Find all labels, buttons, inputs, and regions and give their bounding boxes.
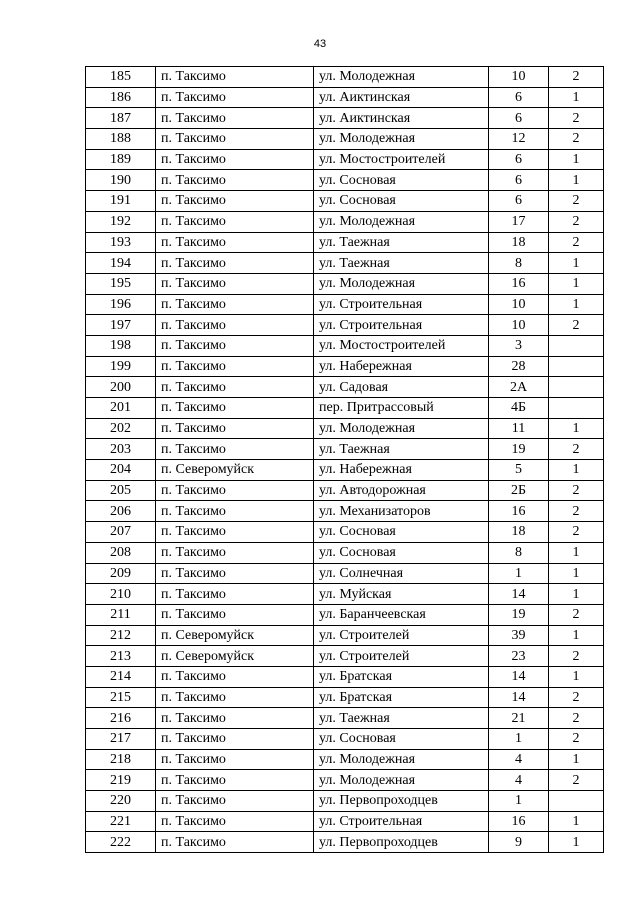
settlement-cell: п. Таксимо (156, 149, 314, 170)
settlement-cell: п. Таксимо (156, 170, 314, 191)
street-cell: пер. Притрассовый (314, 398, 489, 419)
house-number-cell: 4 (489, 749, 549, 770)
house-number-cell: 5 (489, 460, 549, 481)
table-row (86, 356, 604, 377)
table-row (86, 501, 604, 522)
settlement-cell: п. Таксимо (156, 398, 314, 419)
table-row (86, 791, 604, 812)
house-number-cell: 10 (489, 315, 549, 336)
settlement-cell: п. Таксимо (156, 294, 314, 315)
street-cell: ул. Механизаторов (314, 501, 489, 522)
row-number-cell: 206 (86, 501, 156, 522)
street-cell: ул. Молодежная (314, 749, 489, 770)
settlement-cell: п. Таксимо (156, 687, 314, 708)
flat-number-cell: 1 (549, 811, 604, 832)
table-row (86, 211, 604, 232)
row-number-cell: 197 (86, 315, 156, 336)
street-cell: ул. Набережная (314, 356, 489, 377)
street-cell: ул. Мостостроителей (314, 335, 489, 356)
street-cell: ул. Сосновая (314, 191, 489, 212)
house-number-cell: 18 (489, 522, 549, 543)
row-number-cell: 216 (86, 708, 156, 729)
street-cell: ул. Таежная (314, 253, 489, 274)
street-cell: ул. Строительная (314, 294, 489, 315)
house-number-cell: 23 (489, 646, 549, 667)
row-number-cell: 195 (86, 273, 156, 294)
row-number-cell: 200 (86, 377, 156, 398)
house-number-cell: 2А (489, 377, 549, 398)
settlement-cell: п. Таксимо (156, 67, 314, 88)
house-number-cell: 16 (489, 273, 549, 294)
settlement-cell: п. Таксимо (156, 480, 314, 501)
house-number-cell: 6 (489, 170, 549, 191)
table-row (86, 377, 604, 398)
table-row (86, 439, 604, 460)
flat-number-cell (549, 377, 604, 398)
table-row (86, 232, 604, 253)
street-cell: ул. Сосновая (314, 522, 489, 543)
settlement-cell: п. Таксимо (156, 253, 314, 274)
settlement-cell: п. Таксимо (156, 729, 314, 750)
house-number-cell: 8 (489, 542, 549, 563)
flat-number-cell: 1 (549, 253, 604, 274)
street-cell: ул. Строительная (314, 811, 489, 832)
house-number-cell: 10 (489, 67, 549, 88)
settlement-cell: п. Таксимо (156, 211, 314, 232)
table-row (86, 129, 604, 150)
flat-number-cell: 2 (549, 708, 604, 729)
house-number-cell: 6 (489, 108, 549, 129)
flat-number-cell (549, 791, 604, 812)
house-number-cell: 8 (489, 253, 549, 274)
row-number-cell: 204 (86, 460, 156, 481)
flat-number-cell: 2 (549, 646, 604, 667)
table-row (86, 335, 604, 356)
house-number-cell: 9 (489, 832, 549, 853)
address-table-body (86, 67, 604, 853)
flat-number-cell: 2 (549, 480, 604, 501)
house-number-cell: 19 (489, 604, 549, 625)
street-cell: ул. Молодежная (314, 273, 489, 294)
settlement-cell: п. Таксимо (156, 335, 314, 356)
settlement-cell: п. Таксимо (156, 232, 314, 253)
row-number-cell: 191 (86, 191, 156, 212)
flat-number-cell (549, 398, 604, 419)
table-row (86, 625, 604, 646)
street-cell: ул. Первопроходцев (314, 832, 489, 853)
settlement-cell: п. Таксимо (156, 542, 314, 563)
settlement-cell: п. Таксимо (156, 108, 314, 129)
house-number-cell: 14 (489, 666, 549, 687)
settlement-cell: п. Таксимо (156, 811, 314, 832)
flat-number-cell: 1 (549, 542, 604, 563)
table-row (86, 687, 604, 708)
table-row (86, 811, 604, 832)
street-cell: ул. Молодежная (314, 418, 489, 439)
flat-number-cell: 1 (549, 418, 604, 439)
table-row (86, 315, 604, 336)
table-row (86, 542, 604, 563)
house-number-cell: 17 (489, 211, 549, 232)
row-number-cell: 220 (86, 791, 156, 812)
house-number-cell: 1 (489, 729, 549, 750)
settlement-cell: п. Таксимо (156, 584, 314, 605)
street-cell: ул. Таежная (314, 708, 489, 729)
table-row (86, 67, 604, 88)
street-cell: ул. Мостостроителей (314, 149, 489, 170)
settlement-cell: п. Северомуйск (156, 460, 314, 481)
settlement-cell: п. Таксимо (156, 749, 314, 770)
house-number-cell: 39 (489, 625, 549, 646)
row-number-cell: 208 (86, 542, 156, 563)
settlement-cell: п. Северомуйск (156, 625, 314, 646)
row-number-cell: 193 (86, 232, 156, 253)
flat-number-cell: 1 (549, 273, 604, 294)
flat-number-cell: 2 (549, 129, 604, 150)
table-row (86, 770, 604, 791)
settlement-cell: п. Таксимо (156, 418, 314, 439)
settlement-cell: п. Таксимо (156, 666, 314, 687)
flat-number-cell: 2 (549, 770, 604, 791)
street-cell: ул. Таежная (314, 439, 489, 460)
settlement-cell: п. Таксимо (156, 439, 314, 460)
street-cell: ул. Молодежная (314, 67, 489, 88)
row-number-cell: 185 (86, 67, 156, 88)
street-cell: ул. Молодежная (314, 211, 489, 232)
table-row (86, 729, 604, 750)
house-number-cell: 6 (489, 87, 549, 108)
flat-number-cell: 2 (549, 501, 604, 522)
flat-number-cell: 1 (549, 666, 604, 687)
house-number-cell: 6 (489, 191, 549, 212)
street-cell: ул. Солнечная (314, 563, 489, 584)
street-cell: ул. Первопроходцев (314, 791, 489, 812)
flat-number-cell: 2 (549, 687, 604, 708)
row-number-cell: 196 (86, 294, 156, 315)
street-cell: ул. Молодежная (314, 770, 489, 791)
flat-number-cell: 2 (549, 315, 604, 336)
house-number-cell: 28 (489, 356, 549, 377)
row-number-cell: 203 (86, 439, 156, 460)
settlement-cell: п. Таксимо (156, 708, 314, 729)
table-row (86, 398, 604, 419)
flat-number-cell: 1 (549, 170, 604, 191)
flat-number-cell (549, 335, 604, 356)
street-cell: ул. Молодежная (314, 129, 489, 150)
flat-number-cell: 1 (549, 832, 604, 853)
table-row (86, 273, 604, 294)
street-cell: ул. Автодорожная (314, 480, 489, 501)
street-cell: ул. Сосновая (314, 729, 489, 750)
row-number-cell: 201 (86, 398, 156, 419)
settlement-cell: п. Таксимо (156, 315, 314, 336)
house-number-cell: 18 (489, 232, 549, 253)
flat-number-cell: 2 (549, 211, 604, 232)
settlement-cell: п. Таксимо (156, 129, 314, 150)
street-cell: ул. Аиктинская (314, 108, 489, 129)
settlement-cell: п. Таксимо (156, 377, 314, 398)
flat-number-cell: 2 (549, 439, 604, 460)
row-number-cell: 219 (86, 770, 156, 791)
house-number-cell: 12 (489, 129, 549, 150)
settlement-cell: п. Таксимо (156, 604, 314, 625)
row-number-cell: 212 (86, 625, 156, 646)
house-number-cell: 16 (489, 501, 549, 522)
row-number-cell: 211 (86, 604, 156, 625)
street-cell: ул. Набережная (314, 460, 489, 481)
flat-number-cell: 2 (549, 522, 604, 543)
flat-number-cell: 2 (549, 729, 604, 750)
row-number-cell: 209 (86, 563, 156, 584)
settlement-cell: п. Таксимо (156, 791, 314, 812)
street-cell: ул. Братская (314, 666, 489, 687)
table-row (86, 646, 604, 667)
street-cell: ул. Строителей (314, 646, 489, 667)
settlement-cell: п. Таксимо (156, 522, 314, 543)
row-number-cell: 214 (86, 666, 156, 687)
street-cell: ул. Муйская (314, 584, 489, 605)
table-row (86, 87, 604, 108)
house-number-cell: 21 (489, 708, 549, 729)
row-number-cell: 194 (86, 253, 156, 274)
street-cell: ул. Садовая (314, 377, 489, 398)
table-row (86, 294, 604, 315)
flat-number-cell: 1 (549, 584, 604, 605)
house-number-cell: 10 (489, 294, 549, 315)
table-row (86, 522, 604, 543)
street-cell: ул. Строительная (314, 315, 489, 336)
settlement-cell: п. Таксимо (156, 87, 314, 108)
table-row (86, 708, 604, 729)
row-number-cell: 198 (86, 335, 156, 356)
row-number-cell: 188 (86, 129, 156, 150)
row-number-cell: 221 (86, 811, 156, 832)
table-row (86, 149, 604, 170)
row-number-cell: 218 (86, 749, 156, 770)
page-number: 43 (313, 38, 327, 50)
house-number-cell: 14 (489, 584, 549, 605)
row-number-cell: 187 (86, 108, 156, 129)
row-number-cell: 190 (86, 170, 156, 191)
row-number-cell: 192 (86, 211, 156, 232)
address-table (85, 66, 604, 853)
row-number-cell: 217 (86, 729, 156, 750)
street-cell: ул. Таежная (314, 232, 489, 253)
row-number-cell: 207 (86, 522, 156, 543)
house-number-cell: 3 (489, 335, 549, 356)
flat-number-cell: 1 (549, 625, 604, 646)
flat-number-cell: 1 (549, 460, 604, 481)
table-row (86, 191, 604, 212)
row-number-cell: 222 (86, 832, 156, 853)
street-cell: ул. Сосновая (314, 542, 489, 563)
table-row (86, 108, 604, 129)
table-row (86, 749, 604, 770)
table-row (86, 480, 604, 501)
flat-number-cell (549, 356, 604, 377)
house-number-cell: 4Б (489, 398, 549, 419)
street-cell: ул. Братская (314, 687, 489, 708)
table-row (86, 418, 604, 439)
table-row (86, 666, 604, 687)
house-number-cell: 2Б (489, 480, 549, 501)
settlement-cell: п. Таксимо (156, 563, 314, 584)
house-number-cell: 6 (489, 149, 549, 170)
table-row (86, 584, 604, 605)
street-cell: ул. Сосновая (314, 170, 489, 191)
row-number-cell: 186 (86, 87, 156, 108)
street-cell: ул. Баранчеевская (314, 604, 489, 625)
table-row (86, 460, 604, 481)
row-number-cell: 205 (86, 480, 156, 501)
flat-number-cell: 1 (549, 563, 604, 584)
settlement-cell: п. Северомуйск (156, 646, 314, 667)
house-number-cell: 1 (489, 791, 549, 812)
flat-number-cell: 2 (549, 191, 604, 212)
house-number-cell: 11 (489, 418, 549, 439)
street-cell: ул. Строителей (314, 625, 489, 646)
table-row (86, 604, 604, 625)
house-number-cell: 4 (489, 770, 549, 791)
row-number-cell: 213 (86, 646, 156, 667)
settlement-cell: п. Таксимо (156, 191, 314, 212)
row-number-cell: 202 (86, 418, 156, 439)
house-number-cell: 19 (489, 439, 549, 460)
flat-number-cell: 2 (549, 67, 604, 88)
table-row (86, 253, 604, 274)
settlement-cell: п. Таксимо (156, 832, 314, 853)
row-number-cell: 189 (86, 149, 156, 170)
settlement-cell: п. Таксимо (156, 273, 314, 294)
row-number-cell: 210 (86, 584, 156, 605)
house-number-cell: 16 (489, 811, 549, 832)
flat-number-cell: 1 (549, 149, 604, 170)
table-row (86, 832, 604, 853)
flat-number-cell: 2 (549, 108, 604, 129)
flat-number-cell: 2 (549, 604, 604, 625)
table-row (86, 170, 604, 191)
settlement-cell: п. Таксимо (156, 770, 314, 791)
flat-number-cell: 1 (549, 294, 604, 315)
house-number-cell: 14 (489, 687, 549, 708)
street-cell: ул. Аиктинская (314, 87, 489, 108)
settlement-cell: п. Таксимо (156, 501, 314, 522)
flat-number-cell: 2 (549, 232, 604, 253)
settlement-cell: п. Таксимо (156, 356, 314, 377)
house-number-cell: 1 (489, 563, 549, 584)
flat-number-cell: 1 (549, 87, 604, 108)
table-row (86, 563, 604, 584)
row-number-cell: 199 (86, 356, 156, 377)
flat-number-cell: 1 (549, 749, 604, 770)
row-number-cell: 215 (86, 687, 156, 708)
